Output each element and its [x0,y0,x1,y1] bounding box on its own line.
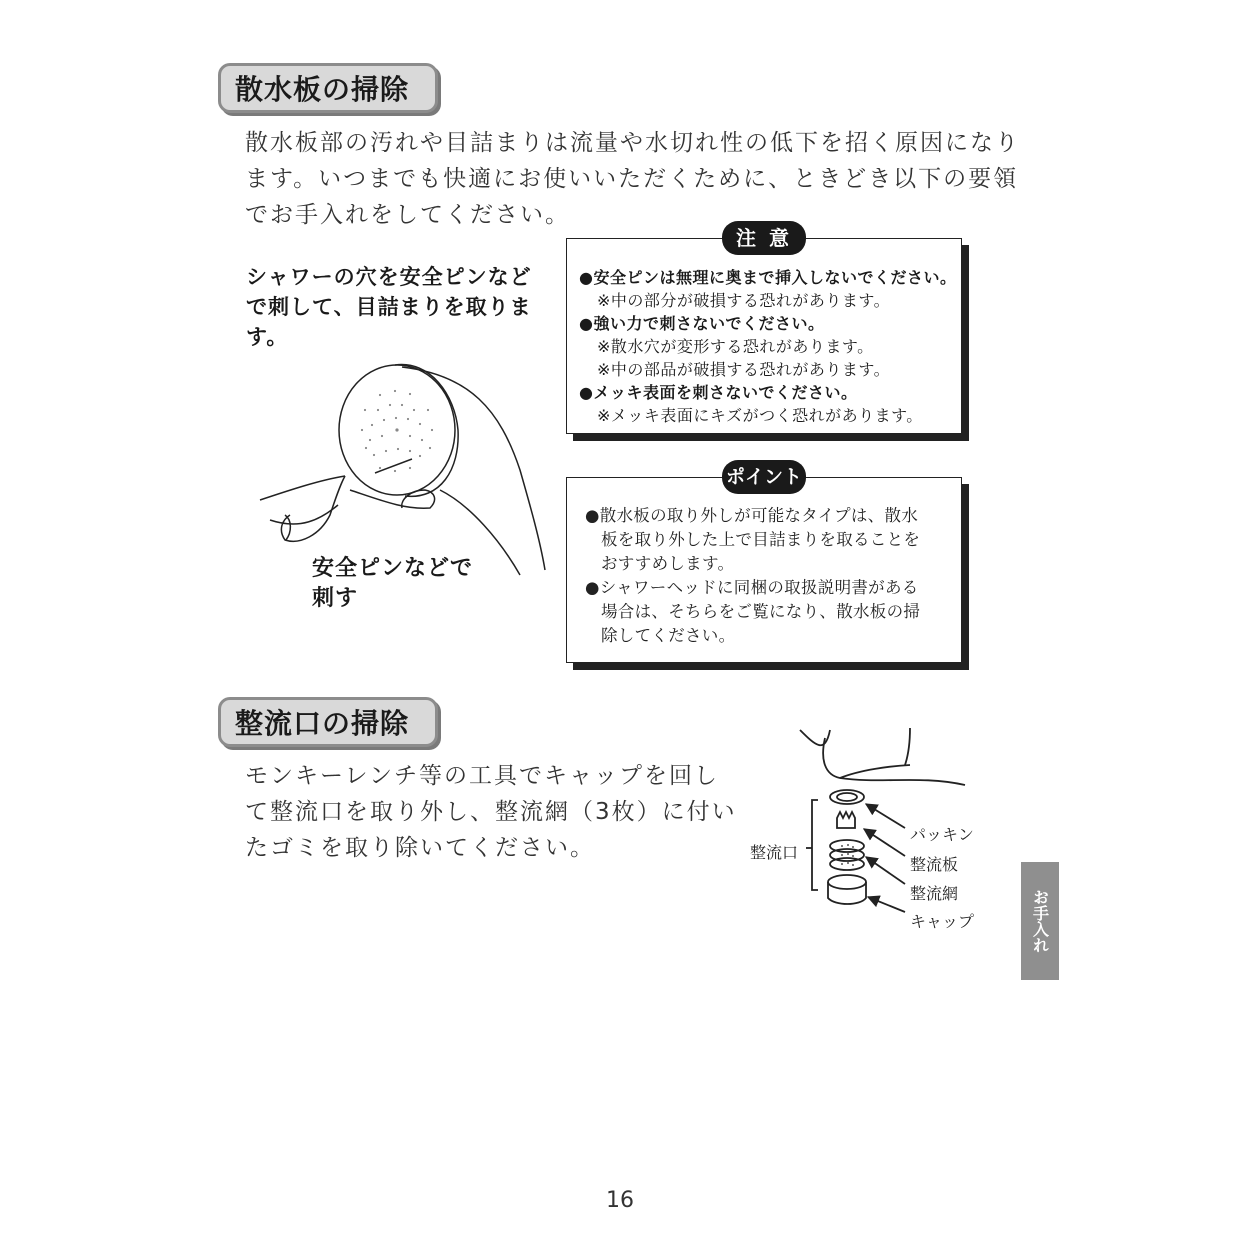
side-tab-maintenance: お手入れ [1021,862,1059,980]
intro-line: ます。いつまでも快適にお使いいただくために、ときどき以下の要領 [245,166,1019,192]
point-tag: ポイント [722,460,806,494]
point-line: 板を取り外した上で目詰まりを取ることを [601,530,921,549]
part-label-flow-mesh: 整流網 [910,884,959,903]
page-number: 16 [606,1188,634,1213]
section1-intro [245,125,1020,233]
intro-line: モンキーレンチ等の工具でキャップを回し [245,763,719,789]
point-box [566,466,962,663]
section2-intro [245,758,737,866]
part-label-cap: キャップ [910,912,975,931]
point-line: 除してください。 [601,626,736,645]
intro-line: たゴミを取り除いてください。 [245,835,595,861]
instruction-line: シャワーの穴を安全ピンなど [246,265,532,289]
intro-line: 散水板部の汚れや目詰まりは流量や水切れ性の低下を招く原因になり [245,130,1020,156]
section-heading-sprinkler: 散水板の掃除 [218,63,438,113]
instruction-text [246,262,532,352]
caution-line: ●安全ピンは無理に奥まで挿入しないでください。 [579,268,957,287]
point-line: 場合は、そちらをご覧になり、散水板の掃 [601,602,921,621]
intro-line: でお手入れをしてください。 [245,202,570,228]
caution-line: ※中の部品が破損する恐れがあります。 [597,360,891,379]
caution-line: ※メッキ表面にキズがつく恐れがあります。 [597,406,923,425]
caution-line: ※散水穴が変形する恐れがあります。 [597,337,874,356]
part-label-packing: パッキン [910,825,974,844]
section-heading-aerator: 整流口の掃除 [218,697,438,747]
point-line: ●散水板の取り外しが可能なタイプは、散水 [585,506,919,525]
intro-line: て整流口を取り外し、整流網（3枚）に付い [245,799,737,825]
label-line: 刺す [312,586,359,611]
instruction-line: す。 [246,325,289,349]
caution-line: ●強い力で刺さないでください。 [579,314,825,333]
point-line: ●シャワーヘッドに同梱の取扱説明書がある [585,578,919,597]
point-line: おすすめします。 [601,554,735,573]
caution-box [566,226,962,434]
caution-line: ※中の部分が破損する恐れがあります。 [597,291,891,310]
caution-tag: 注 意 [722,221,806,255]
caution-line: ●メッキ表面を刺さないでください。 [579,383,858,402]
part-label-flow-plate: 整流板 [910,855,959,874]
instruction-line: で刺して、目詰まりを取りま [246,295,532,319]
illustration-label [312,554,473,614]
label-line: 安全ピンなどで [312,556,474,581]
aerator-group-label: 整流口 [750,843,799,862]
